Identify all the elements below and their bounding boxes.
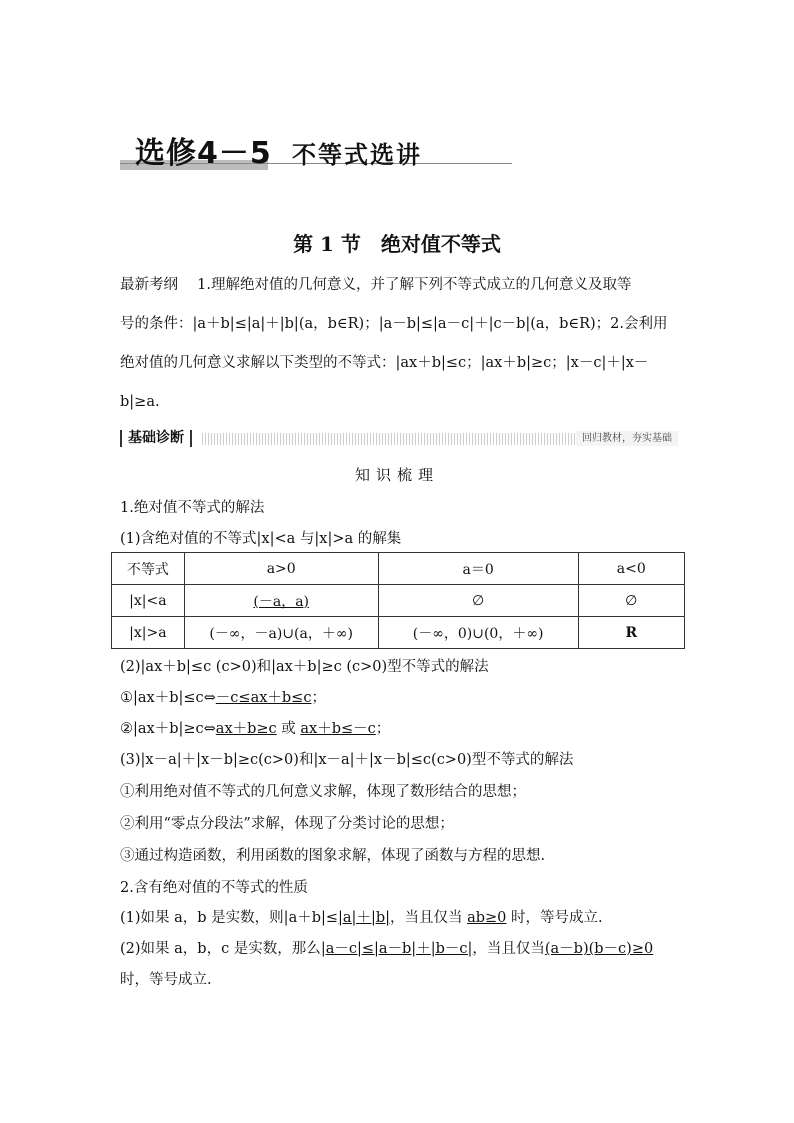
property-1 bbox=[120, 906, 603, 927]
banner-tag: 回归教材，夯实基础 bbox=[576, 431, 678, 446]
property-1-text: (1)如果 a，b 是实数，则|a＋b|≤ bbox=[120, 910, 339, 926]
table-header-cell: a>0 bbox=[184, 553, 378, 585]
method-1: ①利用绝对值不等式的几何意义求解，体现了数形结合的思想； bbox=[120, 784, 526, 800]
item-1-1: (1)含绝对值的不等式|x|<a 与|x|>a 的解集 bbox=[120, 531, 402, 547]
exam-requirements-line-3: 绝对值的几何意义求解以下类型的不等式：|ax＋b|≤c；|ax＋b|≥c；|x－c|＋|x－ bbox=[120, 355, 649, 371]
item-1-2-b-connector: 或 bbox=[276, 721, 301, 737]
property-2-answer-2: (a－b)(b－c)≥0 bbox=[544, 941, 654, 957]
property-2-mid: ，当且仅当 bbox=[472, 941, 545, 957]
table-header-cell: 不等式 bbox=[112, 553, 185, 585]
table-cell: ∅ bbox=[578, 585, 684, 617]
property-2-answer-1: |a－c|≤|a－b|＋|b－c| bbox=[320, 941, 473, 957]
item-1-2-b-end: ； bbox=[375, 721, 391, 737]
item-1-2: (2)|ax＋b|≤c (c>0)和|ax＋b|≥c (c>0)型不等式的解法 bbox=[120, 659, 489, 675]
property-2 bbox=[120, 937, 653, 958]
table-cell bbox=[184, 585, 378, 617]
table-cell: (－∞，0)∪(0，＋∞) bbox=[378, 617, 578, 649]
property-1-answer-1: |a|＋|b| bbox=[338, 910, 390, 926]
item-1-2-a-end: ； bbox=[311, 690, 326, 706]
item-1-2-b-answer-2: ax＋b≤－c bbox=[300, 721, 376, 737]
exam-requirements-line-4: b|≥a. bbox=[120, 394, 160, 410]
table-cell: |x|<a bbox=[112, 585, 185, 617]
item-1-2-b-text: ②|ax＋b|≥c⇔ bbox=[120, 721, 216, 737]
property-1-answer-2: ab≥0 bbox=[467, 910, 507, 926]
banner-label: 基础诊断 bbox=[120, 430, 192, 447]
item-2-heading: 2.含有绝对值的不等式的性质 bbox=[120, 880, 308, 896]
item-1-3: (3)|x－a|＋|x－b|≥c(c>0)和|x－a|＋|x－b|≤c(c>0)型不等式的解法 bbox=[120, 752, 574, 768]
item-1-2-a-text: ①|ax＋b|≤c⇔ bbox=[120, 690, 216, 706]
chapter-subtitle: 不等式选讲 bbox=[292, 141, 422, 169]
property-1-end: 时，等号成立. bbox=[506, 910, 603, 926]
table-header-row bbox=[112, 553, 685, 585]
section-title: 第 1 节 绝对值不等式 bbox=[293, 232, 501, 256]
table-cell: ∅ bbox=[378, 585, 578, 617]
method-2: ②利用“零点分段法”求解，体现了分类讨论的思想； bbox=[120, 816, 454, 832]
property-2-text: (2)如果 a，b，c 是实数，那么 bbox=[120, 941, 321, 957]
item-1-2-b-answer-1: ax＋b≥c bbox=[215, 721, 277, 737]
method-3: ③通过构造函数，利用函数的图象求解，体现了函数与方程的思想. bbox=[120, 848, 546, 864]
property-1-mid: ，当且仅当 bbox=[390, 910, 468, 926]
table-row bbox=[112, 617, 685, 649]
table-cell: |x|>a bbox=[112, 617, 185, 649]
table-cell: R bbox=[578, 617, 684, 649]
item-1-2-a-answer: －c≤ax＋b≤c bbox=[215, 690, 312, 706]
exam-requirements-line-2: 号的条件：|a＋b|≤|a|＋|b|(a，b∈R)；|a－b|≤|a－c|＋|c－b|(a，b∈R)；2.会利用 bbox=[120, 316, 668, 332]
item-1-2-b bbox=[120, 717, 390, 738]
chapter-title: 选修4－5 bbox=[135, 136, 272, 171]
table-header-cell: a<0 bbox=[578, 553, 684, 585]
item-1-heading: 1.绝对值不等式的解法 bbox=[120, 500, 265, 516]
exam-requirements-line-1 bbox=[120, 266, 676, 305]
subheading: 知识梳理 bbox=[354, 466, 439, 484]
table-row bbox=[112, 585, 685, 617]
table-cell: (－∞，－a)∪(a，＋∞) bbox=[184, 617, 378, 649]
table-header-cell: a＝0 bbox=[378, 553, 578, 585]
solution-set-table bbox=[111, 552, 685, 649]
exam-requirements-text-1: 1.理解绝对值的几何意义，并了解下列不等式成立的几何意义及取等 bbox=[197, 277, 632, 293]
property-2-continuation: 时，等号成立. bbox=[120, 972, 212, 988]
section-banner bbox=[120, 430, 678, 447]
exam-requirements-label: 最新考纲 bbox=[120, 277, 178, 293]
item-1-2-a bbox=[120, 686, 326, 707]
table-answer: (－a，a) bbox=[253, 593, 310, 610]
